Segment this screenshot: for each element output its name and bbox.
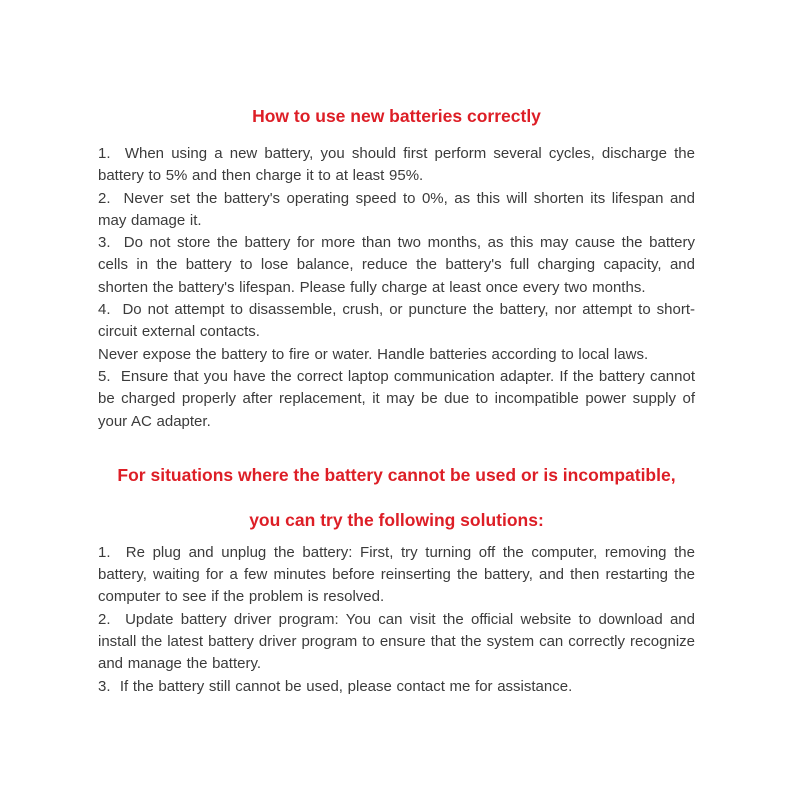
section1-title: How to use new batteries correctly [252,106,541,126]
section1-item-4: 4. Do not attempt to disassemble, crush, or puncture the battery, nor attempt to short-circuit external contacts. [98,301,695,341]
section1-item-5: 5. Ensure that you have the correct laptop communication adapter. If the battery cannot be charged properly after replacement, it may be due to incompatible power supply of your AC adapter. [98,367,695,430]
section2-item-2: 2. Update battery driver program: You can visit the official website to download and install the latest battery driver program to ensure that the system can correctly recognize and manage the battery. [98,610,695,673]
section1-item-3: 3. Do not store the battery for more than two months, as this may cause the battery cells in the battery to lose balance, reduce the battery's full charging capacity, and shorten the battery's lifespan. Please fully charge at least once every two months. [98,234,695,296]
section2-title-line1: For situations where the battery cannot be used or is incompatible, [117,464,676,485]
section1-item-1: 1. When using a new battery, you should first perform several cycles, discharge the battery to 5% and then charge it to at least 95%. [98,145,695,185]
section2-item-1: 1. Re plug and unplug the battery: First, try turning off the computer, removing the battery, waiting for a few minutes before reinserting the battery, and then restarting the computer to see if the problem is resolved. [98,543,695,606]
content-column [98,104,695,698]
section2-item-3: 3. If the battery still cannot be used, please contact me for assistance. [98,677,573,695]
section2-title-line2: you can try the following solutions: [249,509,544,530]
section1-item-2: 2. Never set the battery's operating speed to 0%, as this will shorten its lifespan and may damage it. [98,189,695,229]
section1-note: Never expose the battery to fire or water. Handle batteries according to local laws. [98,345,649,363]
